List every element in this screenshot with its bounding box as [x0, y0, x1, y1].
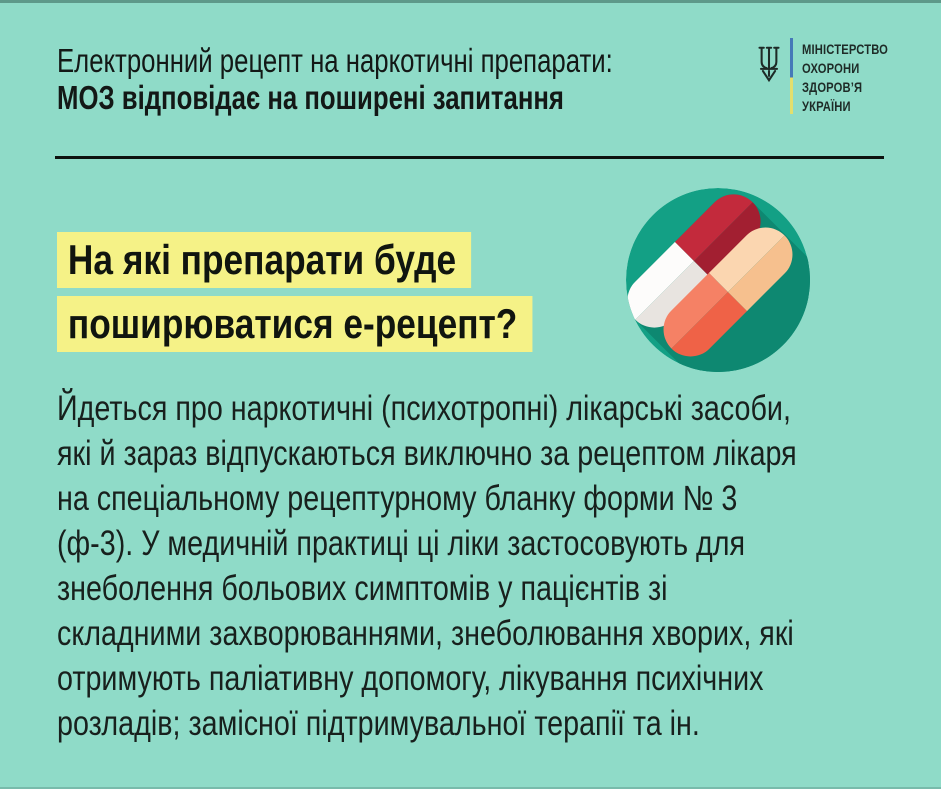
question-headline-line2: поширюватися е-рецепт?: [57, 296, 532, 352]
moh-ukraine-logo: [756, 38, 910, 116]
moh-logo-text: [802, 40, 888, 116]
header-subtitle: МОЗ відповідає на поширені запитання: [57, 79, 564, 116]
body-line: на спеціальному рецептурному бланку форми № 3: [57, 479, 738, 518]
moh-logo-line: МІНІСТЕРСТВО: [802, 41, 889, 57]
body-line: знеболення больових симптомів у пацієнтів зі: [57, 569, 668, 608]
question-headline-line1: На які препарати буде: [57, 232, 471, 288]
header-title: Електронний рецепт на наркотичні препарати:: [57, 42, 613, 79]
body-line: які й зараз відпускаються виключно за рецептом лікаря: [57, 434, 797, 473]
pills-icon: [626, 188, 810, 372]
body-line: Йдеться про наркотичні (психотропні) лікарські засоби,: [57, 389, 791, 428]
trident-icon: [756, 45, 782, 83]
top-edge-strip: [0, 0, 941, 3]
body-line: (ф-3). У медичній практиці ці ліки застосовують для: [57, 524, 746, 563]
body-line: отримують паліативну допомогу, лікування психічних: [57, 659, 764, 698]
divider-rule: [55, 156, 884, 159]
moh-logo-line: ОХОРОНИ: [802, 60, 860, 76]
body-text: [57, 386, 797, 746]
moh-logo-line: УКРАЇНИ: [802, 98, 851, 114]
body-line: складними захворюваннями, знеболювання хворих, які: [57, 614, 794, 653]
flag-bar: [790, 38, 793, 114]
header: [57, 42, 613, 116]
moh-logo-line: ЗДОРОВ’Я: [802, 79, 863, 95]
body-line: розладів; замісної підтримувальної терапії та ін.: [57, 704, 700, 743]
